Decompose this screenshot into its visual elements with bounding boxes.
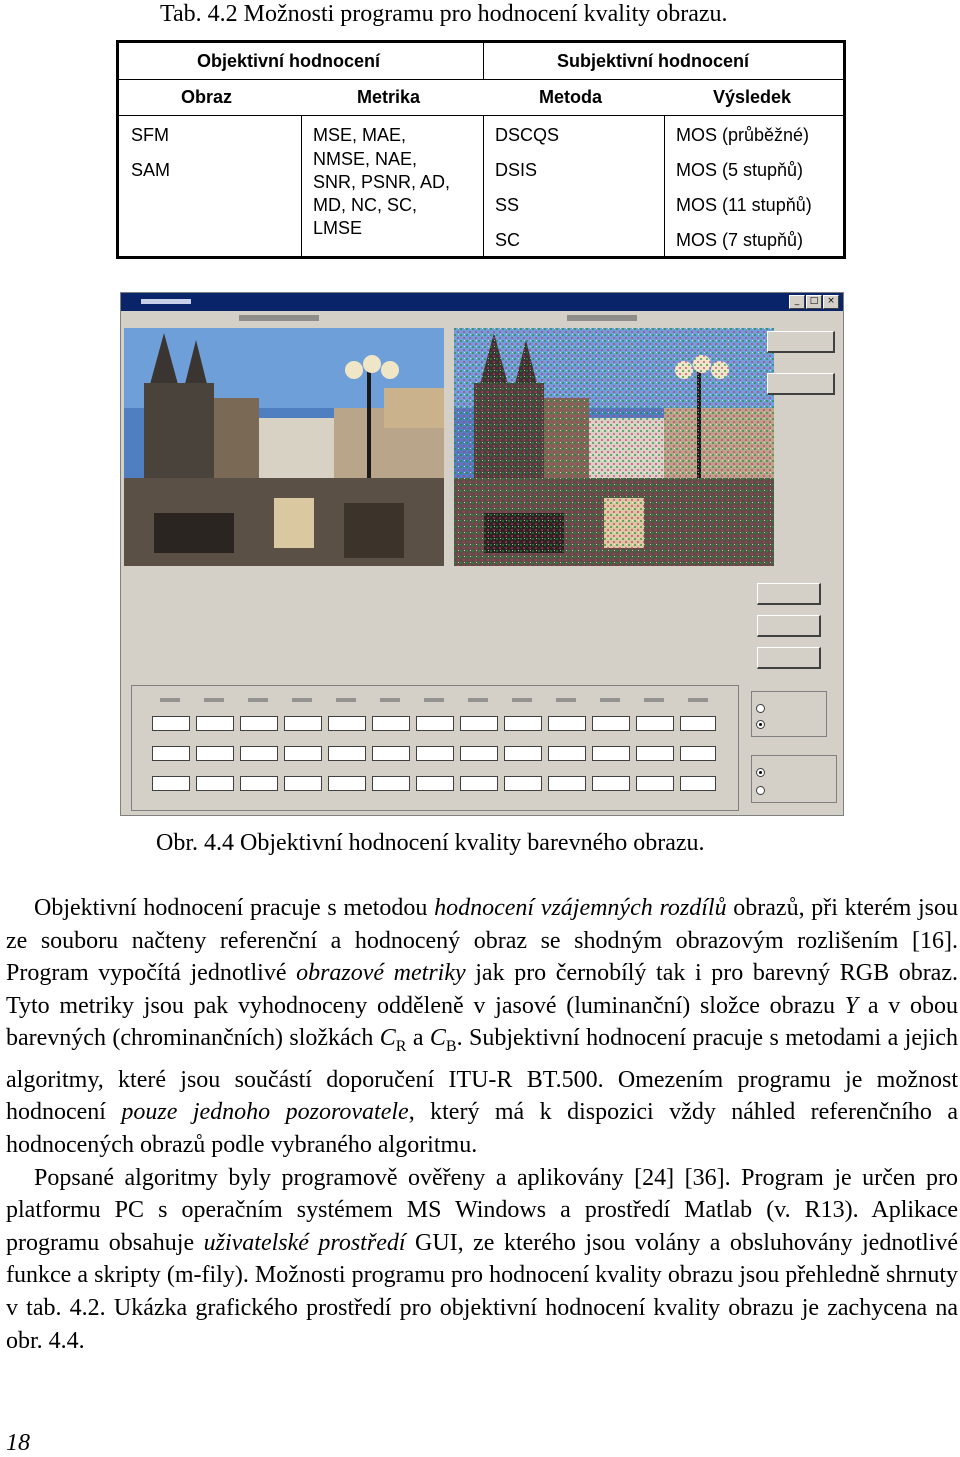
text-run: Popsané algoritmy byly programově ověřeny a aplikovány [24] [36]. Program je určen pro platformu PC s operačním systémem MS Windows a prostředí Matlab (v. R13). Aplikace programu obsahuje — [6, 1164, 958, 1256]
metric-value-field[interactable] — [284, 776, 322, 791]
metoda-item: DSIS — [495, 160, 538, 180]
col-header-metrika: Metrika — [357, 87, 421, 107]
evaluated-photo — [454, 328, 774, 566]
metric-value-field[interactable] — [328, 716, 366, 731]
metric-value-field[interactable] — [416, 746, 454, 761]
table-divider — [301, 115, 302, 259]
load-evaluated-button[interactable] — [767, 373, 835, 395]
emphasis: pouze jednoho pozorovatele — [121, 1099, 409, 1126]
metric-value-field[interactable] — [196, 746, 234, 761]
emphasis: obrazové metriky — [296, 960, 466, 987]
text-run: jak pro černobílý tak i pro barevný RGB obraz. Tyto metriky jsou pak vyhodnoceny odděleně v jasové (luminanční) složce obrazu — [6, 960, 958, 1019]
metric-value-field[interactable] — [416, 776, 454, 791]
vysledek-item: MOS (11 stupňů) — [676, 195, 812, 215]
reference-photo — [124, 328, 444, 566]
emphasis: uživatelské prostředí — [203, 1229, 406, 1256]
col-header-metoda: Metoda — [539, 87, 602, 107]
col-header-vysledek: Výsledek — [713, 87, 792, 107]
radio-option[interactable] — [756, 786, 765, 795]
metric-column-header — [512, 698, 532, 702]
emphasis: hodnocení vzájemných rozdílů — [434, 895, 727, 921]
metric-column-header — [248, 698, 268, 702]
metric-value-field[interactable] — [240, 776, 278, 791]
subscript: B — [445, 1038, 457, 1056]
metric-column-header — [424, 698, 444, 702]
metric-column-header — [644, 698, 664, 702]
metric-column-header — [688, 698, 708, 702]
metric-column-header — [468, 698, 488, 702]
evaluated-image-label — [567, 315, 637, 321]
metric-value-field[interactable] — [504, 716, 542, 731]
metric-value-field[interactable] — [680, 716, 716, 731]
table-caption: Tab. 4.2 Možnosti programu pro hodnocení kvality obrazu. — [160, 1, 728, 27]
metrika-line: SNR, PSNR, AD, — [313, 172, 451, 192]
text-run: Objektivní hodnocení pracuje s metodou — [34, 895, 435, 921]
clear-button[interactable] — [757, 615, 821, 637]
metric-value-field[interactable] — [592, 746, 630, 761]
vysledek-item: MOS (5 stupňů) — [676, 160, 804, 180]
metric-value-field[interactable] — [548, 746, 586, 761]
window-title-text — [141, 299, 191, 304]
metric-value-field[interactable] — [504, 776, 542, 791]
back-button[interactable] — [757, 647, 821, 669]
table-divider — [119, 79, 843, 80]
metric-value-field[interactable] — [152, 776, 190, 791]
body-text — [6, 892, 958, 1357]
metric-value-field[interactable] — [240, 716, 278, 731]
metrika-line: MD, NC, SC, — [313, 195, 418, 215]
text-run: . Subjektivní hodnocení pracuje s metodami a jejich algoritmy, které jsou součástí doporučení ITU-R BT.500. Omezením programu je možnost hodnocení — [6, 1025, 958, 1126]
page-number: 18 — [6, 1430, 30, 1456]
paragraph — [6, 892, 958, 1162]
metric-value-field[interactable] — [460, 716, 498, 731]
group-header-subjective: Subjektivní hodnocení — [557, 51, 750, 71]
metric-value-field[interactable] — [636, 776, 674, 791]
text-run: obrazů, při kterém jsou ze souboru načteny referenční a hodnocený obraz se shodným obrazovým rozlišením [16]. Program vypočítá jednotlivé — [6, 895, 958, 987]
metric-value-field[interactable] — [328, 746, 366, 761]
metric-value-field[interactable] — [196, 716, 234, 731]
metric-value-field[interactable] — [636, 746, 674, 761]
reference-image-label — [239, 315, 319, 321]
compute-button[interactable] — [757, 583, 821, 605]
metric-value-field[interactable] — [284, 716, 322, 731]
metric-value-field[interactable] — [680, 776, 716, 791]
options-table — [116, 40, 846, 259]
col-header-obraz: Obraz — [181, 87, 233, 107]
metric-column-header — [556, 698, 576, 702]
vysledek-item: MOS (7 stupňů) — [676, 230, 804, 250]
maximize-icon[interactable]: □ — [806, 295, 822, 309]
metric-column-header — [204, 698, 224, 702]
metoda-item: DSCQS — [495, 125, 560, 145]
obraz-item: SAM — [131, 160, 171, 180]
metric-value-field[interactable] — [460, 776, 498, 791]
math-symbol: C — [429, 1025, 446, 1052]
metric-value-field[interactable] — [592, 716, 630, 731]
metoda-item: SS — [495, 195, 520, 215]
metric-value-field[interactable] — [548, 776, 586, 791]
metric-value-field[interactable] — [328, 776, 366, 791]
image-type-radio-group — [751, 691, 827, 737]
table-divider — [483, 115, 484, 259]
metrika-line: LMSE — [313, 218, 363, 238]
metric-value-field[interactable] — [592, 776, 630, 791]
metrika-line: MSE, MAE, — [313, 125, 407, 145]
metric-value-field[interactable] — [504, 746, 542, 761]
metric-value-field[interactable] — [372, 716, 410, 731]
math-symbol: C — [379, 1025, 396, 1052]
metric-column-header — [380, 698, 400, 702]
radio-option[interactable] — [756, 704, 765, 713]
metric-value-field[interactable] — [196, 776, 234, 791]
metric-value-field[interactable] — [416, 716, 454, 731]
metric-column-header — [292, 698, 312, 702]
obraz-item: SFM — [131, 125, 169, 145]
table-divider — [664, 115, 665, 259]
text-run: a — [406, 1025, 430, 1052]
metric-value-field[interactable] — [372, 776, 410, 791]
metric-column-header — [160, 698, 180, 702]
metric-value-field[interactable] — [680, 746, 716, 761]
minimize-icon[interactable]: _ — [789, 295, 805, 309]
radio-option[interactable] — [756, 720, 765, 729]
figure-caption: Obr. 4.4 Objektivní hodnocení kvality barevného obrazu. — [156, 830, 705, 856]
metrika-line: NMSE, NAE, — [313, 149, 418, 169]
metric-column-header — [336, 698, 356, 702]
radio-option[interactable] — [756, 768, 765, 777]
text-run: , který má k dispozici vždy náhled referenčního a hodnocených obrazů podle vybraného algoritmu. — [6, 1099, 959, 1158]
metric-value-field[interactable] — [460, 746, 498, 761]
metric-value-field[interactable] — [152, 746, 190, 761]
paragraph — [6, 1162, 958, 1358]
app-window-screenshot — [120, 292, 844, 816]
group-header-objective: Objektivní hodnocení — [197, 51, 381, 71]
vysledek-item: MOS (průběžné) — [676, 125, 810, 145]
metrics-group — [131, 685, 739, 811]
metric-value-field[interactable] — [372, 746, 410, 761]
load-reference-button[interactable] — [767, 331, 835, 353]
metric-value-field[interactable] — [284, 746, 322, 761]
close-icon[interactable]: × — [823, 295, 839, 309]
subscript: R — [395, 1038, 407, 1056]
metric-value-field[interactable] — [636, 716, 674, 731]
output-radio-group — [751, 755, 837, 803]
metric-value-field[interactable] — [152, 716, 190, 731]
text-run: GUI, ze kterého jsou volány a obsluhovány jednotlivé funkce a skripty (m-fily). Možnosti programu pro hodnocení kvality obrazu jsou přehledně shrnuty v tab. 4.2. Ukázka grafického prostředí pro objektivní hodnocení kvality obrazu je zachycena na obr. 4.4. — [6, 1229, 958, 1354]
metric-value-field[interactable] — [548, 716, 586, 731]
metric-value-field[interactable] — [240, 746, 278, 761]
table-divider — [119, 115, 843, 116]
window-titlebar — [121, 293, 843, 311]
text-run: a v obou barevných (chrominančních) složkách — [6, 992, 958, 1052]
math-symbol: Y — [844, 992, 859, 1019]
metoda-item: SC — [495, 230, 521, 250]
table-divider — [483, 43, 484, 79]
metric-column-header — [600, 698, 620, 702]
